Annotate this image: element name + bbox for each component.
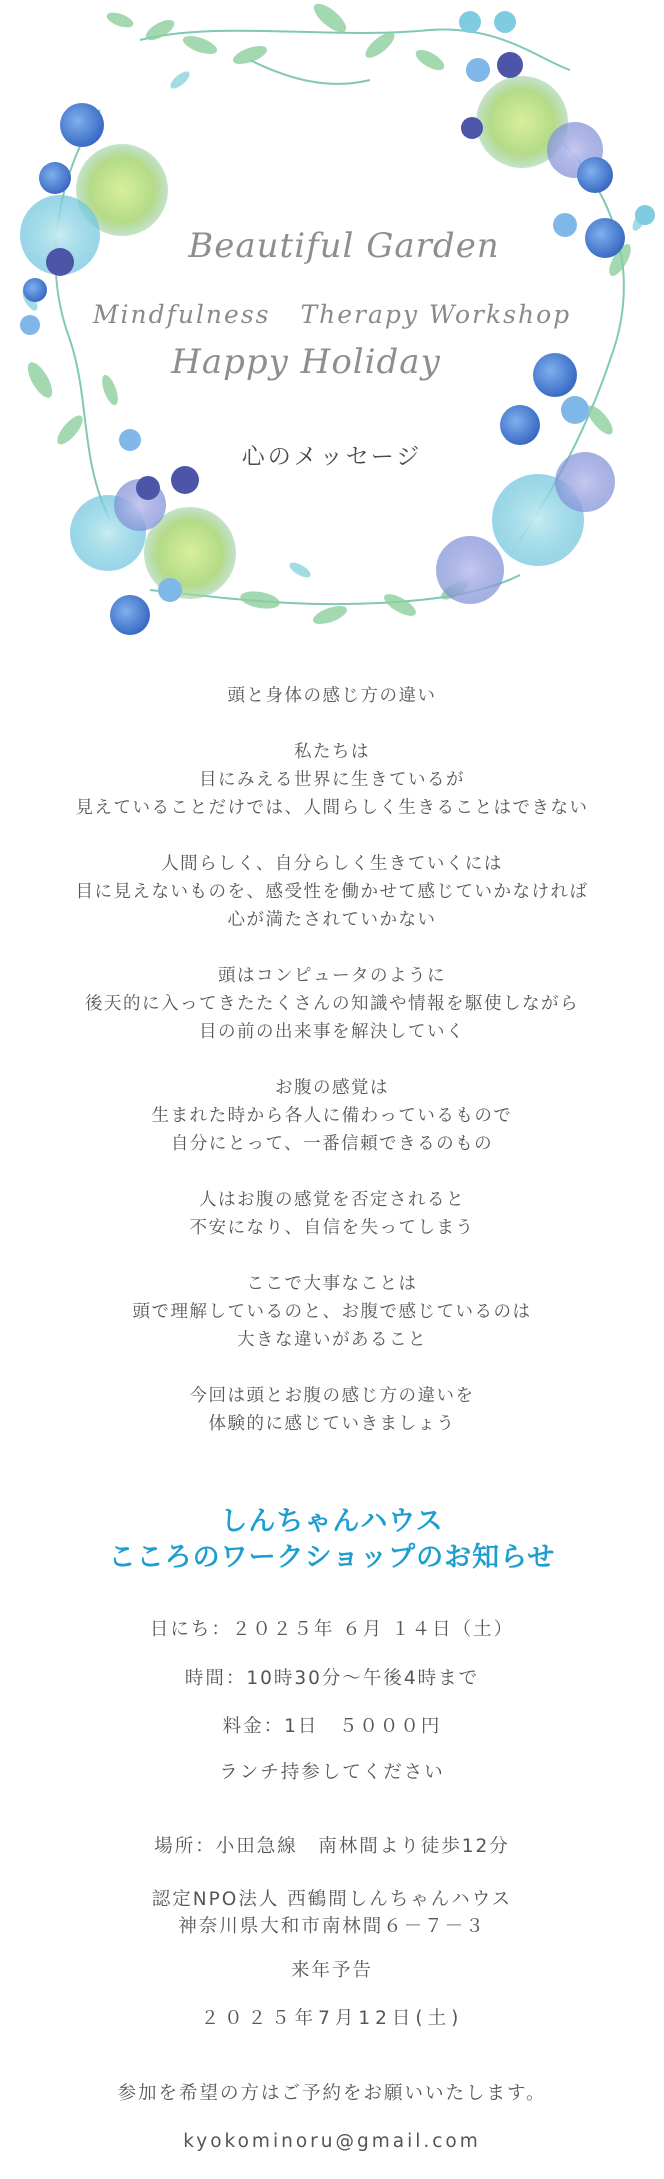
message-line: 自分にとって、一番信頼できるのもの bbox=[170, 1134, 494, 1154]
message-line: 不安になり、自信を失ってしまう bbox=[189, 1218, 475, 1238]
message-paragraph bbox=[0, 850, 664, 934]
next-event-label: 来年予告 bbox=[290, 1960, 373, 1981]
message-paragraph bbox=[0, 962, 664, 1046]
notice-title-line2: こころのワークショップのお知らせ bbox=[108, 1542, 556, 1573]
title-mindfulness-workshop bbox=[0, 300, 664, 329]
organizer-address: 神奈川県大和市南林間６－７－３ bbox=[178, 1916, 486, 1937]
message-line: 私たちは bbox=[294, 742, 370, 762]
message-line: 生まれた時から各人に備わっているもので bbox=[151, 1106, 513, 1126]
message-line: 人間らしく、自分らしく生きていくには bbox=[161, 854, 503, 874]
event-lunch-note: ランチ持参してください bbox=[219, 1762, 445, 1783]
organizer-block bbox=[0, 1886, 664, 1940]
message-line: ここで大事なことは bbox=[246, 1274, 418, 1294]
event-place: 場所：小田急線 南林間より徒歩12分 bbox=[154, 1836, 510, 1857]
message-paragraph bbox=[0, 1382, 664, 1438]
message-line: お腹の感覚は bbox=[275, 1078, 389, 1098]
message-line: 目にみえる世界に生きているが bbox=[199, 770, 465, 790]
message-line: 頭で理解しているのと、お腹で感じているのは bbox=[132, 1302, 532, 1322]
message-line: 見えていることだけでは、人間らしく生きることはできない bbox=[75, 798, 589, 818]
title-therapy-workshop: Therapy Workshop bbox=[300, 300, 572, 329]
message-line: 今回は頭とお腹の感じ方の違いを bbox=[189, 1386, 475, 1406]
message-line: 後天的に入ってきたたくさんの知識や情報を駆使しながら bbox=[85, 994, 579, 1014]
message-line: 大きな違いがあること bbox=[237, 1330, 427, 1350]
notice-title-line1: しんちゃんハウス bbox=[220, 1506, 444, 1537]
message-line: 目に見えないものを、感受性を働かせて感じていかなければ bbox=[75, 882, 589, 902]
message-paragraph bbox=[0, 1074, 664, 1158]
message-body bbox=[0, 682, 664, 1466]
message-line: 心が満たされていかない bbox=[227, 910, 437, 930]
message-paragraph bbox=[0, 1186, 664, 1242]
reservation-note: 参加を希望の方はご予約をお願いいたします。 bbox=[117, 2083, 547, 2104]
contact-email-link[interactable]: kyokominoru@gmail.com bbox=[183, 2131, 481, 2152]
title-beautiful-garden: Beautiful Garden bbox=[188, 226, 500, 266]
message-line: 頭と身体の感じ方の違い bbox=[227, 686, 437, 706]
notice-title bbox=[0, 1504, 664, 1576]
message-paragraph bbox=[0, 682, 664, 710]
title-mindfulness: Mindfulness bbox=[92, 300, 271, 329]
message-line: 体験的に感じていきましょう bbox=[208, 1414, 456, 1434]
wreath-illustration bbox=[0, 0, 664, 650]
event-time: 時間：10時30分～午後4時まで bbox=[184, 1668, 480, 1689]
message-paragraph bbox=[0, 1270, 664, 1354]
subtitle-heart-message: 心のメッセージ bbox=[241, 444, 423, 470]
message-line: 頭はコンピュータのように bbox=[218, 966, 446, 986]
organizer-name: 認定NPO法人 西鶴間しんちゃんハウス bbox=[151, 1889, 513, 1910]
event-fee: 料金：1日 ５０００円 bbox=[222, 1716, 442, 1737]
message-line: 目の前の出来事を解決していく bbox=[199, 1022, 465, 1042]
title-happy-holiday: Happy Holiday bbox=[171, 342, 441, 382]
next-event-date: ２０２５年7月12日(土) bbox=[200, 2008, 464, 2029]
event-date: 日にち：２０２５年 ６月 １４日（土） bbox=[149, 1619, 515, 1640]
message-line: 人はお腹の感覚を否定されると bbox=[199, 1190, 465, 1210]
message-paragraph bbox=[0, 738, 664, 822]
